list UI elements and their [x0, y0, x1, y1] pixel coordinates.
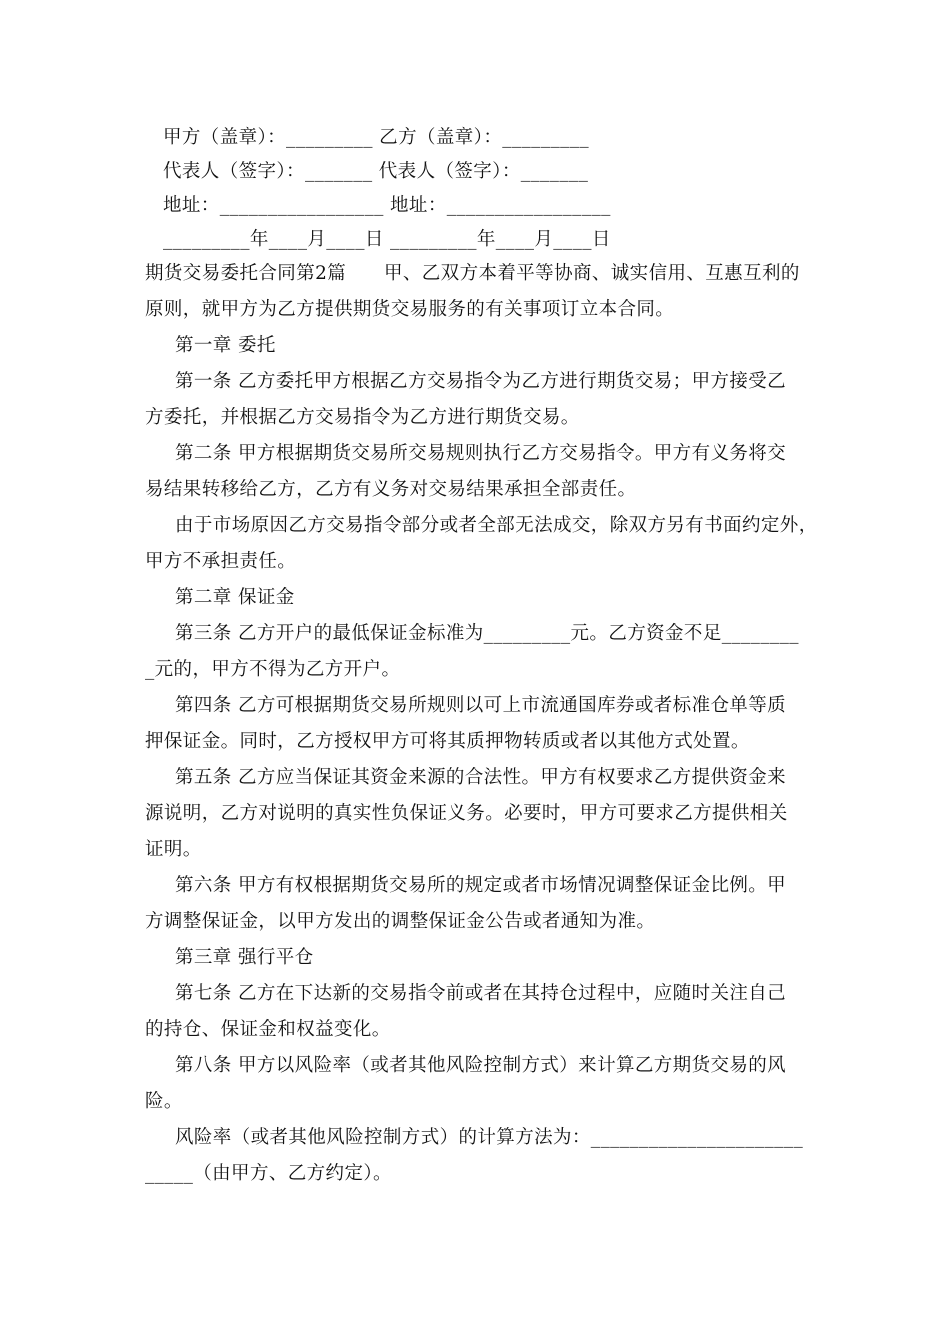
paragraph-line: 方调整保证金，以甲方发出的调整保证金公告或者通知为准。	[145, 911, 656, 932]
signature-row-address: 地址：_________________ 地址：_________________	[163, 195, 611, 216]
paragraph-line: 原则，就甲方为乙方提供期货交易服务的有关事项订立本合同。	[145, 299, 675, 320]
chapter-heading: 第一章 委托	[175, 335, 276, 356]
article-line: 第二条 甲方根据期货交易所交易规则执行乙方交易指令。甲方有义务将交	[175, 443, 787, 464]
paragraph-line: 易结果转移给乙方，乙方有义务对交易结果承担全部责任。	[145, 479, 637, 500]
paragraph-line: 押保证金。同时，乙方授权甲方可将其质押物转质或者以其他方式处置。	[145, 731, 750, 752]
article-line: 第五条 乙方应当保证其资金来源的合法性。甲方有权要求乙方提供资金来	[175, 767, 787, 788]
article-line: 第八条 甲方以风险率（或者其他风险控制方式）来计算乙方期货交易的风	[175, 1055, 787, 1076]
paragraph-line: _元的，甲方不得为乙方开户。	[145, 659, 401, 680]
signature-row-seal: 甲方（盖章）：_________ 乙方（盖章）：_________	[163, 127, 590, 148]
signature-row-date: _________年____月____日 _________年____月____日	[163, 229, 611, 250]
chapter-heading: 第二章 保证金	[175, 587, 295, 608]
paragraph-line: 的持仓、保证金和权益变化。	[145, 1019, 391, 1040]
paragraph-line: 由于市场原因乙方交易指令部分或者全部无法成交，除双方另有书面约定外，	[175, 515, 818, 536]
paragraph-line: 方委托，并根据乙方交易指令为乙方进行期货交易。	[145, 407, 580, 428]
article-line: 第六条 甲方有权根据期货交易所的规定或者市场情况调整保证金比例。甲	[175, 875, 787, 896]
paragraph-line: 险。	[145, 1091, 183, 1112]
paragraph-line: _____（由甲方、乙方约定）。	[145, 1163, 392, 1184]
signature-row-representative: 代表人（签字）：_______ 代表人（签字）：_______	[163, 161, 589, 182]
article-line: 第七条 乙方在下达新的交易指令前或者在其持仓过程中，应随时关注自己	[175, 983, 787, 1004]
contract-title-line: 期货交易委托合同第2篇 甲、乙双方本着平等协商、诚实信用、互惠互利的	[145, 263, 800, 284]
paragraph-line: 源说明，乙方对说明的真实性负保证义务。必要时，甲方可要求乙方提供相关	[145, 803, 788, 824]
article-line: 第四条 乙方可根据期货交易所规则以可上市流通国库券或者标准仓单等质	[175, 695, 787, 716]
chapter-heading: 第三章 强行平仓	[175, 947, 314, 968]
paragraph-line: 证明。	[145, 839, 202, 860]
paragraph-line: 风险率（或者其他风险控制方式）的计算方法为：______________________	[175, 1127, 804, 1148]
article-line: 第三条 乙方开户的最低保证金标准为_________元。乙方资金不足________	[175, 623, 799, 644]
article-line: 第一条 乙方委托甲方根据乙方交易指令为乙方进行期货交易；甲方接受乙	[175, 371, 787, 392]
paragraph-line: 甲方不承担责任。	[145, 551, 297, 572]
